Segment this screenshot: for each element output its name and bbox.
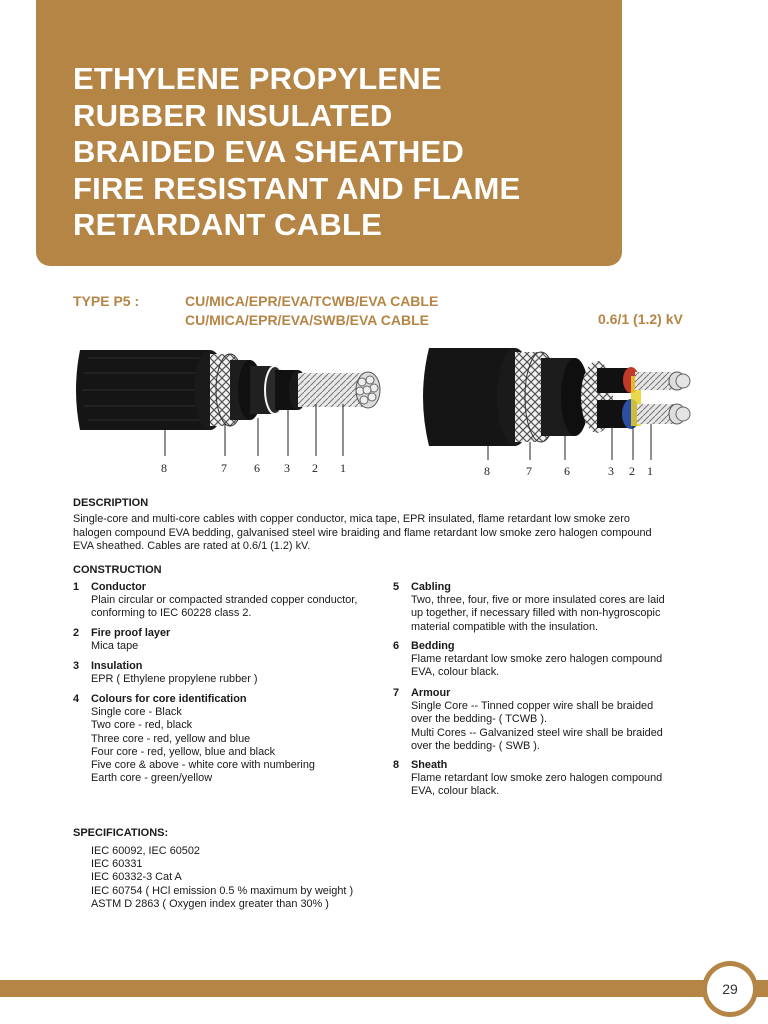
item-title: Insulation <box>91 660 143 672</box>
item-line: Earth core - green/yellow <box>91 772 213 785</box>
specifications-heading: SPECIFICATIONS: <box>73 827 169 839</box>
item-line: over the bedding- ( TCWB ). <box>411 713 547 726</box>
page-number: 29 <box>707 966 753 1012</box>
spec-line: IEC 60754 ( HCl emission 0.5 % maximum by weight ) <box>91 884 354 897</box>
callout-6: 6 <box>254 461 260 475</box>
title-banner <box>36 0 622 266</box>
item-line: Single core - Black <box>91 706 182 719</box>
callout-7: 7 <box>221 461 227 475</box>
callout-2: 2 <box>312 461 318 475</box>
type-label: TYPE P5 : <box>73 293 140 309</box>
item-line: Two core - red, black <box>91 719 193 732</box>
type-line-2: CU/MICA/EPR/EVA/SWB/EVA CABLE <box>185 312 429 328</box>
item-title: Sheath <box>411 759 448 771</box>
callout-8: 8 <box>161 461 167 475</box>
type-line-1: CU/MICA/EPR/EVA/TCWB/EVA CABLE <box>185 293 439 309</box>
item-number: 3 <box>73 660 80 672</box>
item-line: Multi Cores -- Galvanized steel wire shall be braided <box>411 726 663 739</box>
item-number: 4 <box>73 693 80 705</box>
item-title: Fire proof layer <box>91 627 171 639</box>
description-line: EVA sheathed. Cables are rated at 0.6/1 (1.2) kV. <box>73 540 311 552</box>
item-body <box>411 772 662 798</box>
item-body <box>91 640 138 653</box>
callout-2: 2 <box>629 464 635 478</box>
item-line: over the bedding- ( SWB ). <box>411 739 540 752</box>
item-line: Mica tape <box>91 640 139 653</box>
item-number: 8 <box>393 759 400 771</box>
item-line: Four core - red, yellow, blue and black <box>91 745 276 758</box>
item-title: Conductor <box>91 581 147 593</box>
item-line: Plain circular or compacted stranded copper conductor, <box>91 594 358 607</box>
description-line: halogen compound EVA bedding, galvanised steel wire braiding and flame retardant low smoke zero halogen compound <box>73 526 652 539</box>
spec-line: ASTM D 2863 ( Oxygen index greater than 30% ) <box>91 897 329 910</box>
item-line: Flame retardant low smoke zero halogen compound <box>411 772 663 785</box>
item-number: 1 <box>73 581 80 593</box>
type-values <box>185 292 438 330</box>
callout-3: 3 <box>608 464 614 478</box>
item-body <box>91 673 257 686</box>
title-line: ETHYLENE PROPYLENE <box>73 61 442 96</box>
page-title <box>73 61 593 244</box>
item-line: Single Core -- Tinned copper wire shall be braided <box>411 700 654 713</box>
callout-3: 3 <box>284 461 290 475</box>
spec-line: IEC 60332-3 Cat A <box>91 871 182 884</box>
item-body <box>411 653 662 679</box>
construction-heading: CONSTRUCTION <box>73 564 162 576</box>
callout-8: 8 <box>484 464 490 478</box>
callout-7: 7 <box>526 464 532 478</box>
description-heading: DESCRIPTION <box>73 497 149 509</box>
description-line: Single-core and multi-core cables with copper conductor, mica tape, EPR insulated, flame retardant low smoke zero <box>73 513 630 525</box>
item-title: Armour <box>411 687 451 699</box>
page-number-badge <box>702 961 758 1017</box>
specifications-list <box>91 845 353 911</box>
callout-1: 1 <box>647 464 653 478</box>
item-line: Two, three, four, five or more insulated cores are laid <box>411 594 665 607</box>
single-core-cable-illustration <box>70 338 400 483</box>
spec-line: IEC 60092, IEC 60502 <box>91 845 200 857</box>
item-body <box>91 706 315 785</box>
title-line: BRAIDED EVA SHEATHED <box>73 134 464 169</box>
item-body <box>411 594 665 634</box>
spec-line: IEC 60331 <box>91 858 143 871</box>
item-line: Five core & above - white core with numbering <box>91 759 315 771</box>
description-text <box>73 513 703 554</box>
item-number: 5 <box>393 581 400 593</box>
single-core-cable-figure <box>70 338 400 483</box>
item-number: 6 <box>393 640 400 652</box>
item-line: Three core - red, yellow and blue <box>91 732 251 745</box>
footer-bar <box>0 980 768 997</box>
item-title: Bedding <box>411 640 455 652</box>
title-line: RETARDANT CABLE <box>73 207 382 242</box>
item-line: material compatible with the insulation. <box>411 620 599 633</box>
title-line: FIRE RESISTANT AND FLAME <box>73 170 521 206</box>
callout-6: 6 <box>564 464 570 478</box>
item-title: Colours for core identification <box>91 693 247 705</box>
item-line: up together, if necessary filled with non-hygroscopic <box>411 607 661 620</box>
item-line: EVA, colour black. <box>411 785 500 798</box>
voltage-rating: 0.6/1 (1.2) kV <box>598 311 683 327</box>
item-number: 7 <box>393 687 400 699</box>
multi-core-cable-figure <box>415 338 705 483</box>
item-line: EPR ( Ethylene propylene rubber ) <box>91 673 258 686</box>
item-body <box>411 700 663 753</box>
title-line: RUBBER INSULATED <box>73 97 393 133</box>
item-title: Cabling <box>411 581 451 593</box>
item-line: Flame retardant low smoke zero halogen compound <box>411 653 663 666</box>
item-body <box>91 594 357 620</box>
callout-1: 1 <box>340 461 346 475</box>
item-number: 2 <box>73 627 80 639</box>
item-line: EVA, colour black. <box>411 666 500 679</box>
multi-core-cable-illustration <box>415 338 705 483</box>
item-line: conforming to IEC 60228 class 2. <box>91 607 252 620</box>
